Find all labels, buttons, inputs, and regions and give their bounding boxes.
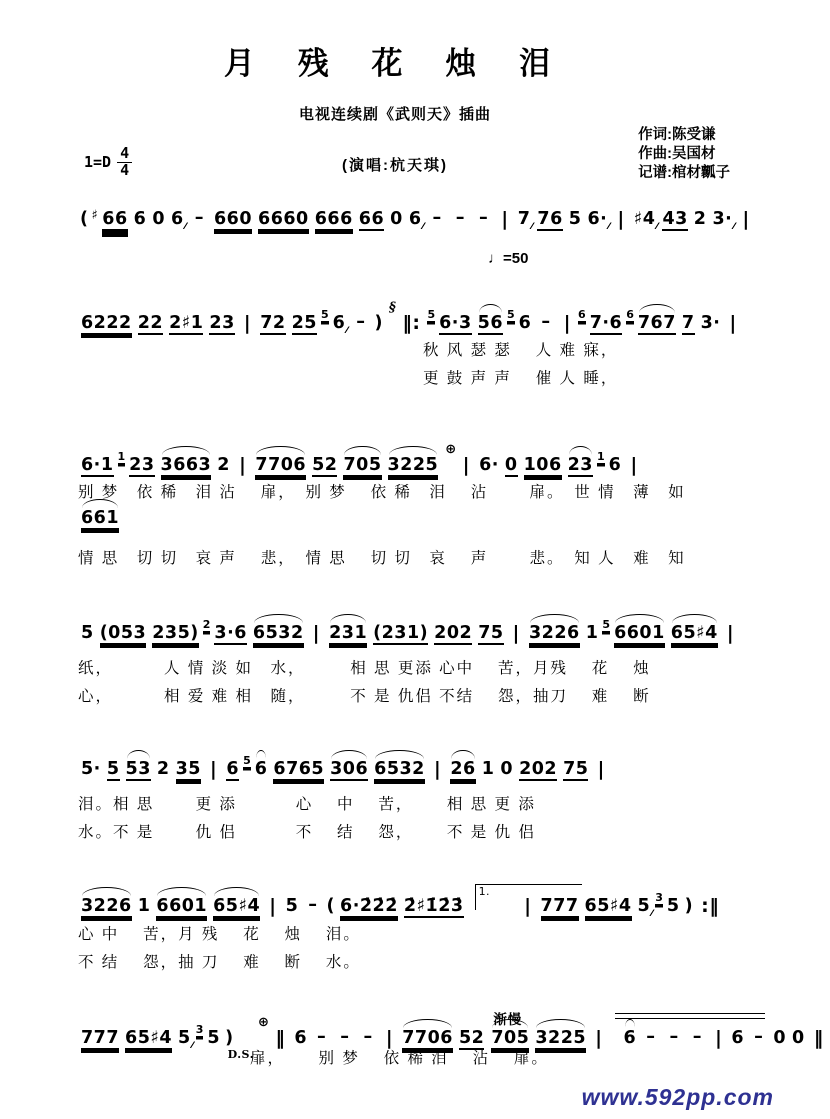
barline: | [563,312,572,334]
rest-dash: – [646,1027,656,1047]
credits-block [638,126,730,183]
note-group: 43 [662,209,688,229]
note-group: 6 [294,1028,308,1048]
barline: | [742,208,750,230]
barline: | [433,758,442,780]
barline: | [243,312,252,334]
note-group: 2̇♯1̇2̇3̇ [403,896,464,916]
note-group: 6765 [273,759,325,779]
note-group: 22 [137,313,164,333]
note-group: 6532 [252,623,304,643]
note-group: 6660 [258,209,309,229]
note-group: 6 [254,759,268,779]
music-system [78,754,760,842]
barline: | [209,758,218,780]
notation-line [78,208,760,240]
note-group: 6532 [374,759,425,779]
note-group: 7 ⁄⁄⁄ [518,209,532,232]
note-group: 3· [700,313,721,333]
rallentando-label: 渐慢 [493,1012,523,1028]
segno-icon: § [389,300,397,315]
time-signature-numerator: 4 [117,146,132,163]
note-group: 777 [81,1028,120,1048]
note-group: 0 [390,209,403,229]
notation-line [78,618,760,650]
music-system [78,1008,824,1068]
note-group: 0 [152,209,166,229]
barline: | [524,895,532,917]
note-group: 7706 [402,1028,453,1048]
notation-line [78,884,760,916]
rest-dash: – [432,208,442,228]
note-group: 1 [585,623,599,643]
grace-note: 5 [427,308,436,321]
parenthesis: ( [326,896,336,916]
lyricist-credit: 作词:陈受谦 [638,127,716,143]
note-group: 5 [568,209,582,229]
note-group: 3225 [387,455,439,475]
grace-note: 6 [626,308,634,321]
note-group: ♯4 ⁄⁄⁄ [634,209,657,232]
note-group: 65♯4 [670,623,718,643]
music-system [78,884,760,972]
note-group: 6 [731,1028,745,1048]
rest-dash: – [308,895,318,915]
note-group: 661 [81,508,120,528]
rest-dash: – [541,312,551,332]
note-group: 5 [106,759,120,779]
note-group: 5 ⁄⁄⁄ [638,896,652,919]
lyric-row: 心 中 苦，月 残 花 烛 泪。 [78,926,361,943]
rest-dash: – [363,1027,373,1047]
note-group: 23 [209,313,235,333]
barline: | [512,622,520,644]
note-group: 6· [479,455,499,475]
grace-note: 3 [655,891,663,904]
barline: | [617,208,625,230]
note-group: 777 [540,896,579,916]
lyric-row: 水。不 是 仇 侣 不 结 怨， 不 是 仇 侣 [78,824,536,841]
notation-line [78,300,760,332]
note-group: 3226 [529,623,580,643]
note-group: 6· ⁄⁄⁄ [587,209,608,232]
rest-dash: – [317,1027,327,1047]
note-group: 6 [608,455,622,475]
lyric-row: 更 鼓 声 声 催 人 睡， [423,370,619,387]
note-group: 6·3 [439,313,472,333]
note-group: 6222 [81,313,132,333]
music-system [78,208,760,240]
note-group: 3· ⁄⁄⁄ [712,209,733,232]
music-systems [0,194,824,1068]
note-group: 6601 [614,623,665,643]
note-group: 6 [518,313,532,333]
rest-dash: – [194,208,204,228]
note-group: 705 [343,455,382,475]
note-group: 65♯4 [584,896,632,916]
note-group: 202 [519,759,558,779]
note-group: 75 [563,759,589,779]
note-group: 6 [226,759,240,779]
barline: | [238,454,247,476]
note-group: 2 [217,455,230,475]
note-group: 767 [637,313,676,333]
lyric-row: 纸， 人 情 淡 如 水， 相 思 更添 心中 苦，月残 花 烛 [78,660,651,677]
note-group: 2 [156,759,170,779]
grace-note: 3 [195,1023,204,1036]
composer-credit: 作曲:吴国材 [638,146,716,162]
note-group: 3663 [160,455,212,475]
barline: ‖ [813,1027,824,1049]
note-group: 7706 [255,455,307,475]
note-group: 666 [314,209,353,229]
grace-note: 1 [596,450,605,463]
parenthesis: ( [80,209,89,229]
note-group: 23 [567,455,593,475]
note-group: 7 [681,313,695,333]
music-system [78,300,760,388]
dal-segno-marking: D.S. [227,1048,254,1061]
tempo-marking: ♩=50 [488,250,529,267]
barline: :‖ [701,895,720,917]
rest-dash: – [455,208,466,228]
note-group: 3225 [535,1028,587,1048]
key-label: 1=D [84,152,112,171]
note-group: 5 [207,1028,221,1048]
note-group: 106 [523,455,562,475]
note-group: 0 [773,1028,787,1048]
time-signature-denominator: 4 [120,160,130,179]
overline-mark [615,1013,765,1019]
grace-note: 5 [320,308,329,321]
note-group: 6 ⁄⁄⁄ [333,313,347,336]
note-group: 3226 [81,896,132,916]
note-group: 53 [125,759,151,779]
note-group: 52 [458,1028,485,1048]
grace-note: 5 [507,308,515,321]
grace-note: 6 [578,308,586,321]
note-group: 660 [213,209,253,229]
notation-fragment [78,508,760,540]
grace-note: 1 [117,450,126,463]
note-group: 3·6 [214,623,247,643]
notation-line [78,442,760,474]
parenthesis: ) [374,313,384,333]
barline: | [597,758,605,780]
barline: ‖: [402,312,421,334]
barline: | [595,1027,603,1049]
note-group: 705 [491,1028,530,1048]
note-group: 52 [312,455,338,475]
grace-note: 5 [243,754,251,767]
note-group: 6·1 [81,455,114,475]
note-group: 5 ⁄⁄⁄ [178,1028,192,1051]
barline: | [501,208,509,230]
barline: | [462,454,471,476]
note-group: 6 ⁄⁄⁄ [409,209,423,232]
lyric-row: 情 思 切 切 哀 声 悲， 情 思 切 切 哀 声 悲。 知 人 难 知 [78,550,686,567]
rest-dash: – [479,208,489,228]
coda-icon: ⊕ [257,1015,270,1030]
performer-line: (演唱:杭天琪) [342,157,448,174]
watermark-url: www.592pp.com [581,1084,774,1110]
note-group: 75 [478,623,504,643]
note-group: 7·6 [589,313,623,333]
rest-dash: – [754,1027,764,1047]
note-group: 66 [102,209,128,229]
note-group: 231 [329,623,368,643]
note-group: 5 [666,896,680,916]
note-group: 202 [434,623,473,643]
transcriber-credit: 记谱:棺材瓤子 [638,165,730,181]
song-title: 月 残 花 烛 泪 [223,46,567,82]
grace-note: 5 [602,618,611,631]
note-group: 5 [81,623,94,643]
note-group: 65♯4 [125,1028,173,1048]
note-group: 23 [129,455,155,475]
note-group: 65♯4 [213,896,261,916]
note-group: 6601 [156,896,208,916]
note-group: (053 [99,623,147,643]
barline: | [630,454,638,476]
lyric-row: 秋 风 瑟 瑟 人 难 寐， [423,342,619,359]
lyric-row: 泪。相 思 更 添 心 中 苦， 相 思 更 添 [78,796,536,813]
barline: | [729,312,737,334]
note-group: 2♯1 [169,313,204,333]
grace-note: 2 [202,618,211,631]
barline: | [714,1027,723,1049]
note-group: 0 [504,455,518,475]
barline: | [269,895,277,917]
lyric-row: 别 梦 依 稀 泪 沾 扉， 别 梦 依 稀 泪 沾 扉。 世 情 薄 如 [78,484,686,501]
note-group: 6 [623,1028,637,1048]
note-group: 306 [330,759,369,779]
note-group: 0 [792,1028,805,1048]
note-group: 72 [260,313,286,333]
music-system [78,618,760,706]
note-group: 5 [285,896,299,916]
lyric-row: 心， 相 爱 难 相 随， 不 是 仇侣 不结 怨，抽刀 难 断 [78,688,651,705]
sharp-accidental-icon: ♯ [91,208,99,223]
rest-dash: – [692,1027,702,1047]
parenthesis: ) [225,1028,234,1048]
note-group: 35 [175,759,201,779]
coda-icon: ⊕ [445,442,457,457]
note-group: 5· [81,759,101,779]
barline: | [726,622,735,644]
rest-dash: – [356,312,366,332]
note-group: 6·2̇2̇2̇ [340,896,398,916]
note-group: 1 [481,759,495,779]
barline: | [312,622,321,644]
note-group: 76 [537,209,563,229]
note-group: (231) [373,623,429,643]
barline: | [385,1027,394,1049]
music-system [78,442,760,568]
note-group: 66 [358,209,385,229]
song-subtitle: 电视连续剧《武则天》插曲 [298,106,491,123]
volta-bracket: 1. [475,884,583,910]
note-group: 0 [500,759,514,779]
parenthesis: ) [684,896,694,916]
barline: ‖ [275,1027,286,1049]
lyric-row: 不 结 怨，抽 刀 难 断 水。 [78,954,361,971]
note-group: 6 ⁄⁄⁄ [171,209,185,232]
note-group: 235) [152,623,199,643]
note-group: 26 [450,759,476,779]
rest-dash: – [340,1027,350,1047]
note-group: 6 [133,209,147,229]
note-group: 2 [693,209,707,229]
note-group: 25 [291,313,317,333]
rest-dash: – [669,1027,679,1047]
notation-line [78,754,760,786]
note-group: 56 [477,313,503,333]
lyric-row: 扉， 别 梦 依 稀 泪 沾 扉。 [250,1050,549,1067]
note-group: 1 [137,896,151,916]
